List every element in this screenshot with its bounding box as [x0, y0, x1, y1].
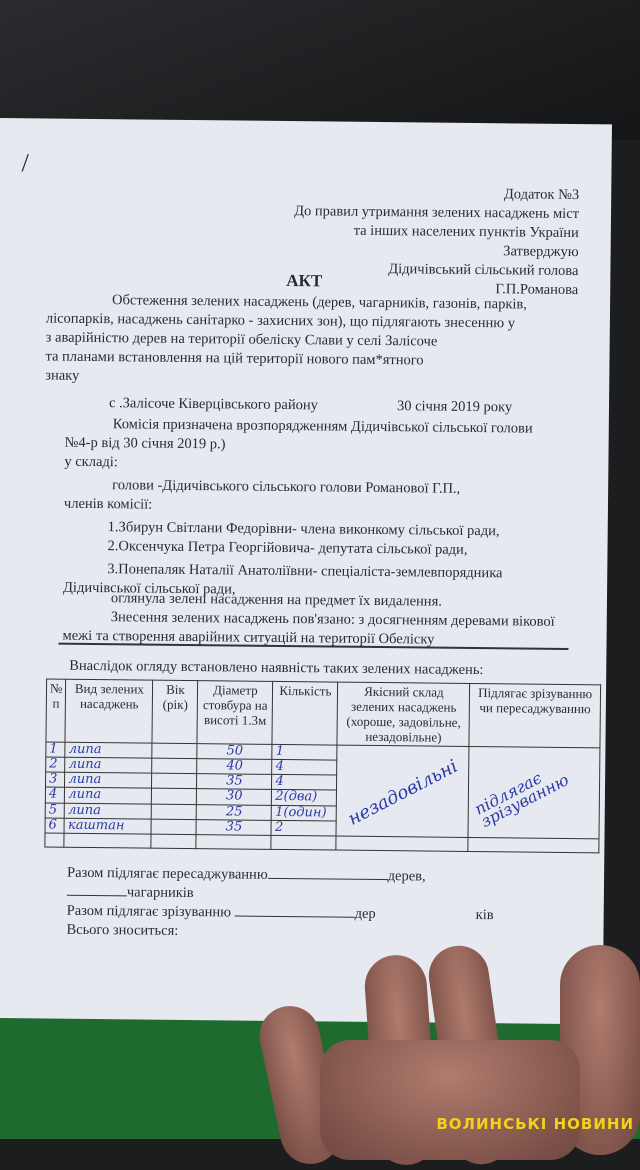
handwritten-quality: незадовільні [345, 755, 462, 830]
handwritten-action: підлягає зрізуванню [471, 768, 573, 832]
col-quality: Якісний склад зелених насаджень (хороше, задовільне, незадовільне) [337, 682, 470, 746]
cell: липа [65, 803, 152, 819]
cell: 2 [46, 757, 66, 772]
watermark-logo: ВОЛИНСЬКІ НОВИНИ [436, 1115, 634, 1133]
text: дер [354, 905, 376, 922]
quality-cell [336, 745, 469, 837]
date: 30 січня 2019 року [396, 398, 513, 416]
cell: 2 [271, 820, 336, 836]
cell: 4 [272, 775, 337, 791]
text: чагарників [126, 884, 194, 902]
text-line: з аварійністю дерев на території обеліску Слави у селі Залісоче [45, 329, 438, 350]
cell: 25 [197, 804, 272, 820]
appendix-label: Додаток №3 [503, 186, 580, 204]
text-line: голови -Дідичівського сільського голови Романової Г.П., [112, 477, 461, 497]
cell: каштан [64, 818, 151, 834]
text-line: знаку [45, 367, 80, 384]
col-action: Підлягає зрізуванню чи пересаджуванню [469, 683, 600, 747]
cell: 30 [197, 789, 272, 805]
cell [152, 758, 197, 774]
rules-line: та інших населених пунктів України [353, 222, 579, 242]
text-line: Дідичівської сільської ради, [63, 579, 236, 598]
cell: липа [65, 742, 152, 758]
commission-text [63, 415, 605, 604]
cell: липа [65, 773, 152, 789]
footer-total: Всього зноситься: [66, 921, 179, 939]
cell: липа [65, 788, 152, 804]
cell [152, 743, 197, 759]
text: Разом підлягає зрізуванню [66, 902, 232, 921]
pen-mark: / [21, 148, 29, 178]
text-line: 2.Оксенчука Петра Георгійовича- депутата сільської ради, [107, 538, 468, 558]
findings-text [62, 589, 603, 652]
cell: 4 [45, 787, 65, 802]
cell: липа [65, 757, 152, 773]
action-cell [468, 746, 600, 838]
cell: 1 [272, 744, 337, 760]
text-line: 3.Понепаляк Наталії Анатоліївни- спеціаліста-землевпорядника [107, 561, 503, 582]
col-species: Вид зелених насаджень [65, 679, 153, 743]
col-age: Вік (рік) [152, 680, 198, 743]
doc-title: АКТ [286, 271, 323, 291]
cell [152, 804, 197, 820]
col-diameter: Діаметр стовбура на висоті 1.3м [197, 681, 273, 745]
cell: 3 [45, 772, 65, 787]
place: с .Залісоче Ківерцівського району [108, 395, 319, 414]
cell: 40 [197, 759, 272, 775]
table-header-row [46, 679, 601, 748]
intro-text [45, 290, 596, 391]
cell: 5 [45, 803, 65, 818]
hand-palm [320, 1040, 580, 1160]
text-line: лісопарків, насаджень санітарко - захисних зон), що підлягають знесенню у [45, 310, 516, 332]
plants-table [44, 679, 601, 854]
col-quantity: Кількість [272, 681, 338, 745]
approver-title: Дідичівський сільський голова [388, 261, 579, 280]
cell: 6 [45, 818, 65, 833]
text-line: оглянула зелені насадження на предмет їх видалення. [110, 590, 442, 610]
document-page [0, 118, 612, 1024]
cell: 35 [197, 774, 272, 790]
cell: 1(один) [272, 805, 337, 821]
cell: 2(два) [272, 790, 337, 806]
text-line: №4-р від 30 січня 2019 р.) [64, 434, 226, 453]
cell: 1 [46, 742, 66, 757]
cell: 4 [272, 760, 337, 776]
text-line: Комісія призначена врозпорядженням Дідичівської сільської голови [112, 416, 533, 437]
cell: 50 [197, 744, 272, 760]
approve-label: Затверджую [503, 243, 579, 261]
text: Разом підлягає пересаджуванню [67, 864, 268, 883]
text-line: та планами встановлення на цій території нового пам*ятного [45, 348, 424, 369]
text-line: межі та створення аварійних ситуацій на території Обеліску [62, 627, 435, 648]
footer-shrubs [67, 883, 194, 903]
text-line: 1.Збирун Світлани Федорівни- члена виконкому сільської ради, [107, 519, 500, 540]
text-line: Обстеження зелених насаджень (дерев, чагарників, газонів, парків, [112, 292, 528, 313]
text-line: Знесення зелених насаджень пов'язано: з досягненням деревами вікової [110, 609, 555, 630]
rules-line: До правил утримання зелених насаджень міст [294, 203, 580, 223]
cell [152, 789, 197, 805]
cell [151, 819, 196, 835]
text: ків [475, 907, 494, 924]
approver-name: Г.П.Романова [495, 281, 579, 299]
text: дерев, [387, 868, 426, 885]
text-line: у складі: [64, 453, 118, 471]
cell [152, 773, 197, 789]
text-line: членів комісії: [63, 495, 153, 513]
table-intro: Внаслідок огляду встановлено наявність таких зелених насаджень: [69, 657, 484, 679]
col-number: № п [46, 679, 66, 742]
cell: 35 [196, 819, 271, 835]
